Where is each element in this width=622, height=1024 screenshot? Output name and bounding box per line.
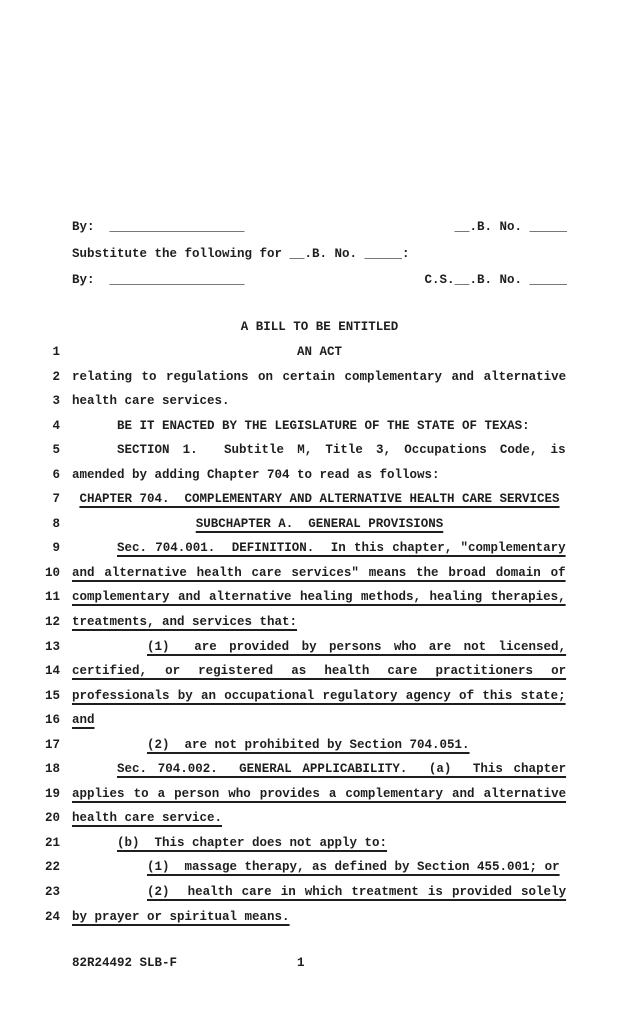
bill-line [0,757,622,782]
line-text: BE IT ENACTED BY THE LEGISLATURE OF THE STATE OF TEXAS: [117,418,530,433]
line-number: 14 [44,664,60,679]
bill-line [0,905,622,930]
line-text: CHAPTER 704. COMPLEMENTARY AND ALTERNATIVE HEALTH CARE SERVICES [79,492,560,507]
line-text: and [72,713,95,728]
by-row-2 [72,267,567,294]
bill-line [0,389,622,414]
header-form [72,214,567,294]
line-number: 16 [44,713,60,728]
document-code: 82R24492 SLB-F [72,956,178,970]
line-number: 9 [52,541,60,556]
line-text: health care service. [72,811,223,826]
bill-line [0,536,622,561]
line-text: complementary and alternative healing methods, healing therapies, [72,590,566,605]
line-number: 11 [44,590,60,605]
line-text: by prayer or spiritual means. [72,909,290,924]
bill-line [0,831,622,856]
bill-title: A BILL TO BE ENTITLED [240,320,399,334]
line-number: 10 [44,565,60,580]
line-number: 12 [44,615,60,630]
line-text: AN ACT [296,345,342,359]
by-field-1: By: __________________ [72,220,245,234]
bill-line [0,782,622,807]
page-number: 1 [297,956,305,970]
bill-line [0,635,622,660]
bill-line [0,708,622,733]
line-text: health care services. [72,394,230,409]
line-text: (2) health care in which treatment is provided solely [147,885,567,900]
line-text: amended by adding Chapter 704 to read as follows: [72,467,440,482]
line-text: applies to a person who provides a complementary and alternative [72,786,567,801]
bill-line [0,463,622,488]
line-number: 24 [44,909,60,924]
line-text: SUBCHAPTER A. GENERAL PROVISIONS [195,516,444,531]
line-number: 1 [52,345,60,359]
line-number: 17 [44,737,60,752]
bill-line [0,855,622,880]
by-field-2: By: __________________ [72,273,245,287]
line-text: (b) This chapter does not apply to: [117,835,388,850]
line-number: 7 [52,492,60,507]
line-text: relating to regulations on certain complementary and alternative [72,369,567,384]
bill-number-field-1: __.B. No. _____ [454,220,567,234]
line-number: 22 [44,860,60,875]
line-text: (1) massage therapy, as defined by Section 455.001; or [147,860,560,875]
bill-line [0,340,622,365]
bill-line [0,733,622,758]
line-text: (2) are not prohibited by Section 704.051. [147,737,470,752]
line-number: 21 [44,835,60,850]
line-text: certified, or registered as health care practitioners or [72,664,567,679]
bill-line [0,414,622,439]
bill-line [0,585,622,610]
bill-number-field-2: C.S.__.B. No. _____ [424,273,567,287]
bill-line [0,365,622,390]
line-number: 3 [52,394,60,409]
bill-lines [0,340,622,929]
line-number: 4 [52,418,60,433]
bill-line [0,684,622,709]
bill-line [0,512,622,537]
line-number: 19 [44,786,60,801]
bill-line [0,561,622,586]
bill-line [0,610,622,635]
line-number: 18 [44,762,60,777]
line-number: 6 [52,467,60,482]
bill-line [0,487,622,512]
line-text: professionals by an occupational regulatory agency of this state; [72,688,566,703]
line-number: 2 [52,369,60,384]
bill-line [0,438,622,463]
line-text: and alternative health care services" means the broad domain of [72,565,566,580]
line-text: (1) are provided by persons who are not licensed, [147,639,567,654]
line-text: Sec. 704.002. GENERAL APPLICABILITY. (a) This chapter [117,762,567,777]
line-text: SECTION 1. Subtitle M, Title 3, Occupations Code, is [117,443,566,458]
by-row-1 [72,214,567,241]
page-footer [0,956,622,970]
line-text: treatments, and services that: [72,615,298,630]
bill-line [0,806,622,831]
bill-line [0,880,622,905]
line-number: 15 [44,688,60,703]
line-number: 13 [44,639,60,654]
bill-line [0,659,622,684]
line-text: Sec. 704.001. DEFINITION. In this chapter, "complementary [117,541,566,556]
line-number: 20 [44,811,60,826]
substitute-field: Substitute the following for __.B. No. _____: [72,246,410,261]
line-number: 5 [52,443,60,458]
line-number: 8 [52,516,60,531]
substitute-row [72,241,567,268]
line-number: 23 [44,885,60,900]
